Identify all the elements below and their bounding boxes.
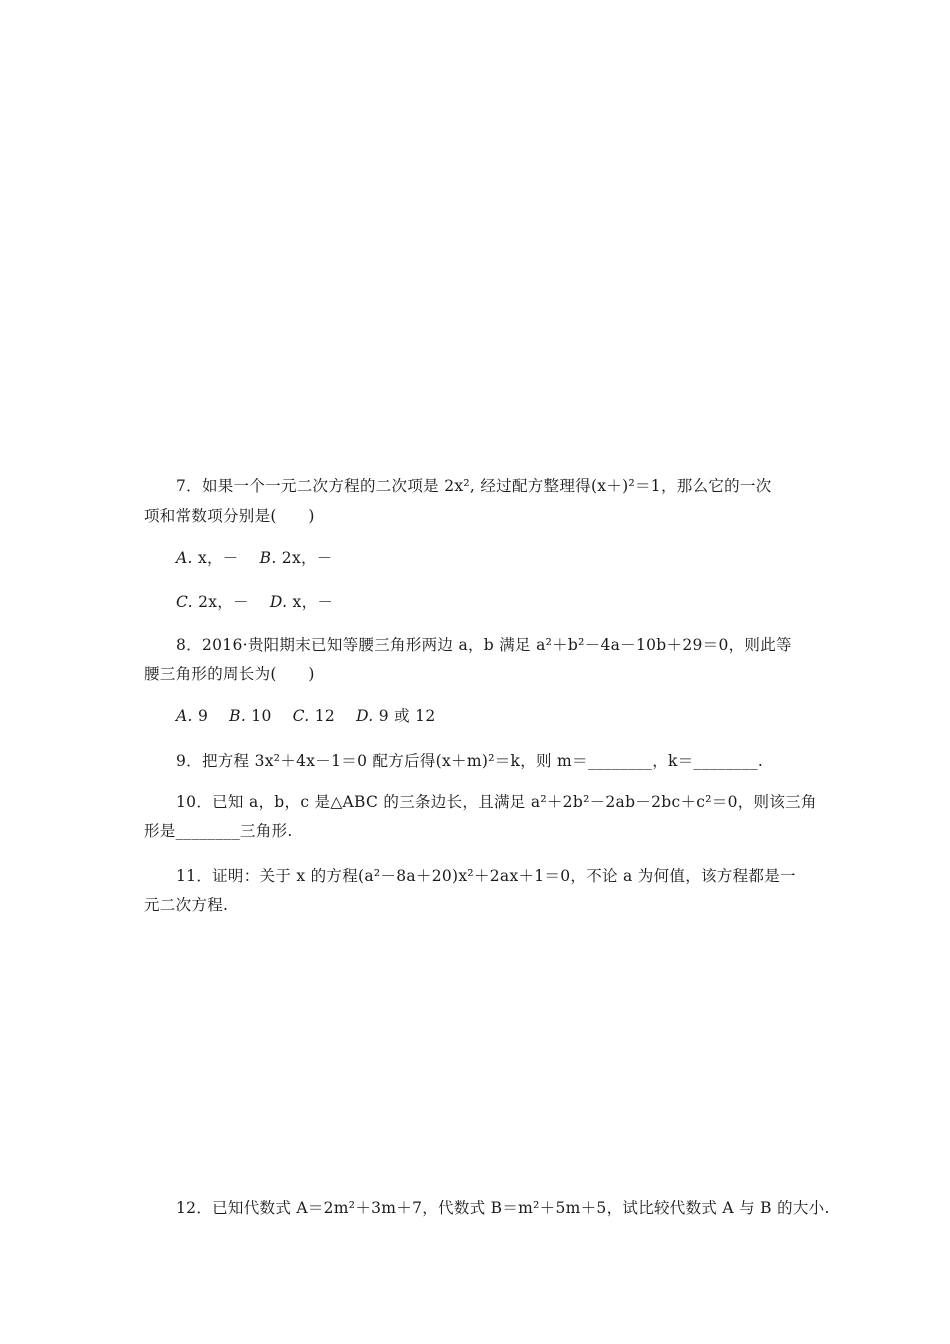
option-a-label: A. — [176, 707, 193, 725]
question-7-stem-line-2: 项和常数项分别是( ) — [144, 507, 315, 525]
question-8-options-row — [176, 704, 435, 726]
question-11-stem-line-1: 11．证明：关于 x 的方程(a²－8a＋20)x²＋2ax＋1＝0，不论 a 为何值，该方程都是一 — [176, 867, 796, 885]
question-7-stem-line-1: 7．如果一个一元二次方程的二次项是 2x², 经过配方整理得(x＋)²＝1，那么它的一次 — [176, 477, 772, 495]
option-b-label: B. — [229, 707, 247, 725]
option-d-label: D. — [269, 593, 288, 611]
option-c-text: 12 — [309, 707, 336, 725]
option-a-text: x，－ — [192, 549, 239, 567]
option-b-text: 10 — [246, 707, 272, 725]
question-11-stem-line-2: 元二次方程. — [144, 896, 229, 914]
option-d-label: D. — [356, 707, 374, 725]
option-c-label: C. — [292, 707, 310, 725]
question-8-stem-line-1: 8．2016·贵阳期末已知等腰三角形两边 a，b 满足 a²＋b²－4a－10b＋29＝0，则此等 — [176, 636, 792, 654]
option-b-text: 2x，－ — [276, 549, 333, 567]
option-c-label: C. — [176, 593, 193, 611]
option-a-text: 9 — [192, 707, 209, 725]
option-d-text: x，－ — [287, 593, 334, 611]
option-a-label: A. — [176, 549, 193, 567]
option-b-label: B. — [259, 549, 277, 567]
question-7-options-row-1 — [176, 546, 333, 568]
option-c-text: 2x，－ — [192, 593, 249, 611]
question-10-stem-line-1: 10．已知 a，b，c 是△ABC 的三条边长，且满足 a²＋2b²－2ab－2bc＋c²＝0，则该三角 — [176, 793, 817, 811]
question-9-stem-line-1: 9．把方程 3x²＋4x－1＝0 配方后得(x＋m)²＝k，则 m＝________，k＝________. — [176, 752, 764, 770]
question-7-options-row-2 — [176, 590, 333, 612]
question-8-stem-line-2: 腰三角形的周长为( ) — [144, 665, 315, 683]
question-10-stem-line-2: 形是________三角形. — [144, 822, 293, 840]
question-12-stem-line-1: 12．已知代数式 A＝2m²＋3m＋7，代数式 B＝m²＋5m＋5，试比较代数式 A 与 B 的大小. — [176, 1199, 830, 1217]
option-d-text: 9 或 12 — [373, 707, 436, 725]
